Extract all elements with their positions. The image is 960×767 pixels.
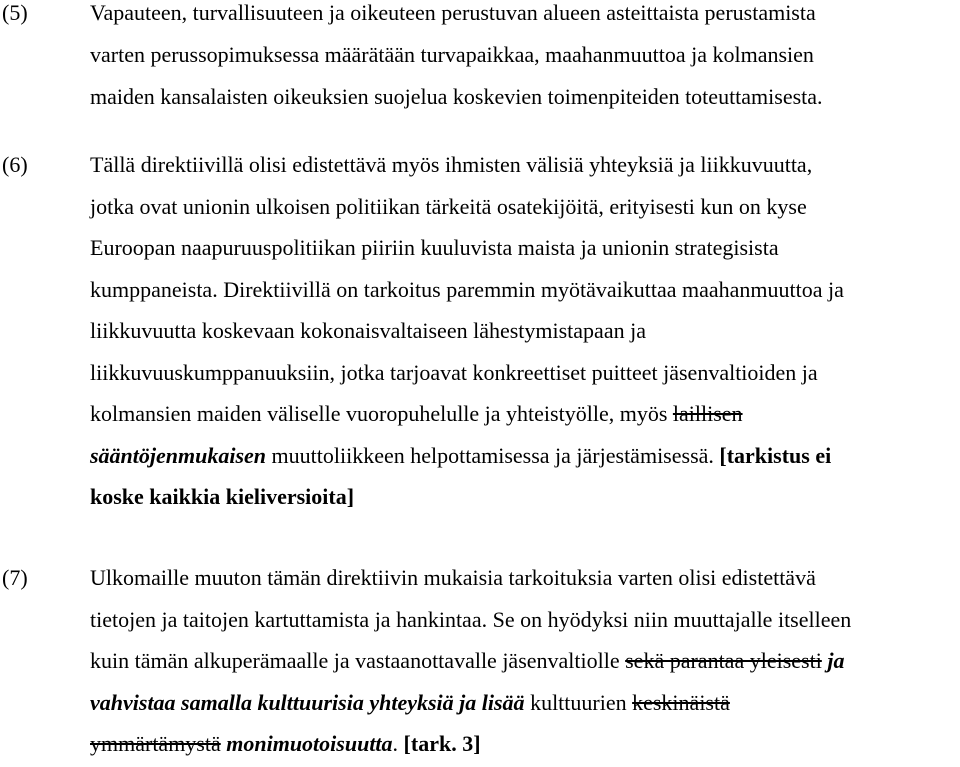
amendment-note: [tarkistus ei: [719, 442, 832, 468]
text-run: varten perussopimuksessa määrätään turvapaikkaa, maahanmuuttoa ja kolmansien: [90, 42, 814, 67]
text-run: liikkuvuuskumppanuuksiin, jotka tarjoavat konkreettiset puitteet jäsenvaltioiden ja: [90, 359, 818, 385]
deleted-text: keskinäistä: [632, 689, 730, 715]
text-line: [90, 565, 816, 591]
deleted-text: sekä parantaa yleisesti: [625, 648, 822, 673]
text-line: [90, 731, 481, 757]
text-line: [90, 690, 730, 716]
text-run: Tällä direktiivillä olisi edistettävä myös ihmisten välisiä yhteyksiä ja liikkuvuutta,: [90, 152, 813, 177]
text-run: Vapauteen, turvallisuuteen ja oikeuteen perustuvan alueen asteittaista perustamista: [90, 0, 816, 25]
deleted-text: laillisen: [672, 401, 743, 426]
text-line: [90, 194, 807, 220]
inserted-text: ja: [827, 648, 845, 673]
text-line: [90, 318, 646, 344]
text-line: [90, 235, 779, 261]
text-run: liikkuvuutta koskevaan kokonaisvaltaiseen lähestymistapaan ja: [90, 318, 646, 343]
text-run: maiden kansalaisten oikeuksien suojelua koskevien toimenpiteiden toteuttamisesta.: [90, 84, 823, 109]
text-line: [90, 607, 851, 633]
text-line: [90, 42, 814, 68]
text-line: [90, 443, 831, 469]
text-run: muuttoliikkeen helpottamisessa ja järjestämisessä.: [266, 442, 720, 468]
paragraph-number: (6): [2, 152, 28, 177]
amendment-note: [tark. 3]: [403, 731, 481, 756]
inserted-text: monimuotoisuutta: [226, 731, 393, 756]
text-run: tietojen ja taitojen kartuttamista ja hankintaa. Se on hyödyksi niin muuttajalle itselleen: [90, 606, 852, 632]
text-line: [90, 648, 844, 674]
text-run: kuin tämän alkuperämaalle ja vastaanottavalle jäsenvaltiolle: [90, 648, 626, 673]
text-line: [90, 401, 743, 427]
text-line: [90, 84, 823, 110]
inserted-text: vahvistaa samalla kulttuurisia yhteyksiä ja lisää: [90, 689, 525, 715]
text-line: [90, 360, 818, 386]
deleted-text: ymmärtämystä: [90, 731, 221, 756]
text-run: kumppaneista. Direktiivillä on tarkoitus paremmin myötävaikuttaa maahanmuuttoa ja: [90, 276, 844, 302]
text-run: jotka ovat unionin ulkoisen politiikan tärkeitä osatekijöitä, erityisesti kun on kyse: [90, 193, 807, 219]
text-run: .: [392, 731, 404, 756]
inserted-text: sääntöjenmukaisen: [90, 442, 267, 468]
text-run: kolmansien maiden väliselle vuoropuhelulle ja yhteistyölle, myös: [90, 401, 673, 426]
text-line: [90, 484, 354, 510]
text-line: [90, 277, 844, 303]
amendment-note: koske kaikkia kieliversioita]: [90, 484, 355, 509]
paragraph-number: (5): [2, 0, 28, 25]
text-line: [90, 152, 812, 178]
text-run: Ulkomaille muuton tämän direktiivin mukaisia tarkoituksia varten olisi edistettävä: [90, 565, 816, 590]
paragraph-number: (7): [2, 565, 28, 590]
text-run: kulttuurien: [524, 689, 633, 715]
text-run: Euroopan naapuruuspolitiikan piiriin kuuluvista maista ja unionin strategisista: [90, 235, 779, 260]
text-line: [90, 0, 816, 26]
